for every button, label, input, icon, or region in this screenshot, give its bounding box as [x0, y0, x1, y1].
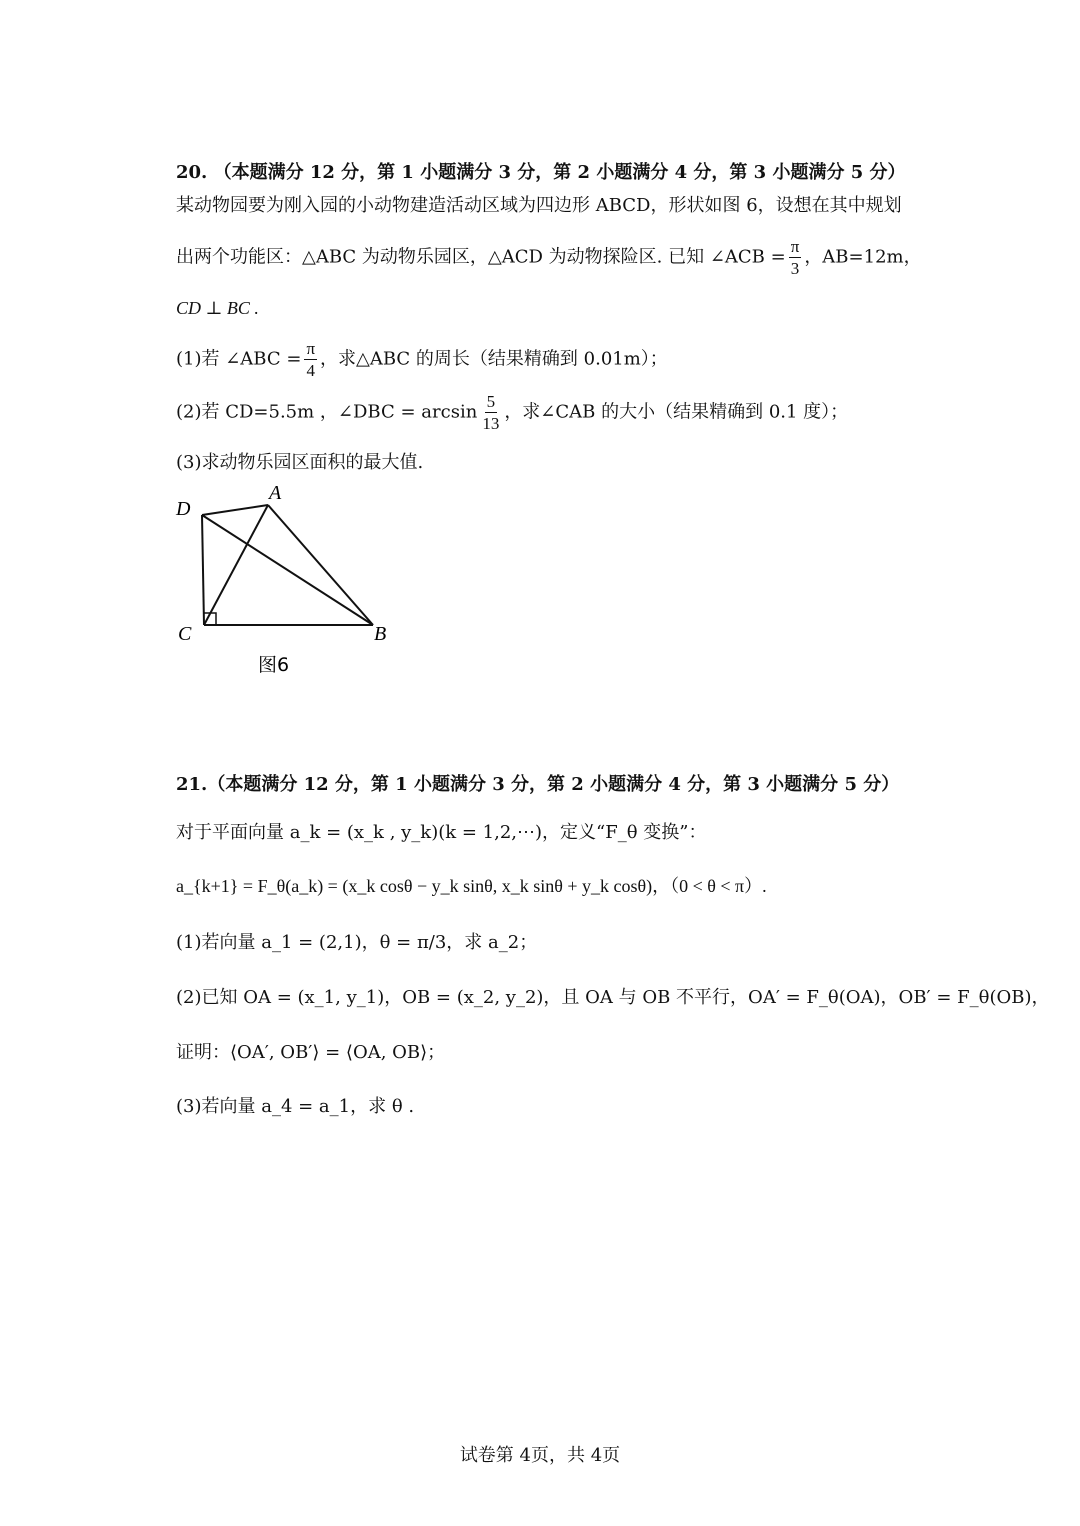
q21-header: 21.（本题满分 12 分，第 1 小题满分 3 分，第 2 小题满分 4 分，第 3 小题满分 5 分）: [176, 774, 900, 795]
fraction-5-over-13: [480, 393, 501, 432]
q21-part2-line1: (2)已知 OA = (x_1, y_1)，OB = (x_2, y_2)，且 OA 与 OB 不平行，OA′ = F_θ(OA)，OB′ = F_θ(OB)，: [176, 987, 1050, 1008]
q20-part3: (3)求动物乐园区面积的最大值.: [176, 452, 424, 473]
q21-definition: 对于平面向量 a_k = (x_k , y_k)(k = 1,2,⋯)，定义“F_θ 变换”：: [176, 822, 707, 843]
label-d: D: [176, 498, 191, 520]
figure-6: [170, 475, 410, 685]
segment-da: [202, 505, 268, 515]
quadrilateral-abcd-diagram: [170, 475, 410, 685]
q20-intro-line2-b: ，AB=12m，: [804, 246, 922, 268]
q20-intro-line2: [176, 238, 922, 277]
label-c: C: [178, 623, 192, 645]
fraction-pi-over-3: [789, 238, 802, 277]
q21-formula: a_{k+1} = F_θ(a_k) = (x_k cosθ − y_k sinθ, x_k sinθ + y_k cosθ)，（0 < θ < π）.: [176, 876, 767, 896]
q20-part2: [176, 393, 848, 432]
q20-intro-line3: CD ⊥ BC .: [176, 298, 259, 318]
q21-part1: (1)若向量 a_1 = (2,1)，θ = π/3，求 a_2；: [176, 932, 538, 953]
figure-caption: 图6: [258, 654, 290, 676]
q20-part1-a: (1)若 ∠ABC =: [176, 348, 302, 370]
fraction-pi-over-4: [304, 340, 317, 379]
page-footer: 试卷第 4页，共 4页: [459, 1445, 621, 1466]
q20-intro-line2-a: 出两个功能区：△ABC 为动物乐园区，△ACD 为动物探险区. 已知 ∠ACB =: [176, 246, 786, 268]
segment-ab: [268, 505, 373, 625]
fraction-denominator: 3: [790, 259, 800, 278]
q21-part3: (3)若向量 a_4 = a_1，求 θ .: [176, 1096, 415, 1117]
label-a: A: [269, 482, 282, 504]
fraction-numerator: 5: [486, 392, 496, 411]
q20-part2-b: ，求∠CAB 的大小（结果精确到 0.1 度）；: [504, 401, 849, 423]
q20-intro-line1: 某动物园要为刚入园的小动物建造活动区域为四边形 ABCD，形状如图 6，设想在其中规划: [176, 195, 902, 216]
q20-header: 20. （本题满分 12 分，第 1 小题满分 3 分，第 2 小题满分 4 分，第 3 小题满分 5 分）: [176, 162, 906, 183]
q21-part2-line2: 证明：⟨OA′, OB′⟩ = ⟨OA, OB⟩；: [176, 1042, 446, 1063]
q20-part1: [176, 340, 668, 379]
segment-dc: [202, 515, 204, 625]
segment-db: [202, 515, 373, 625]
fraction-denominator: 13: [482, 414, 500, 433]
fraction-numerator: π: [790, 237, 800, 256]
label-b: B: [374, 623, 387, 645]
q20-part2-a: (2)若 CD=5.5m ，∠DBC = arcsin: [176, 401, 478, 423]
fraction-numerator: π: [306, 339, 316, 358]
q20-part1-b: ，求△ABC 的周长（结果精确到 0.01m）；: [320, 348, 668, 370]
fraction-denominator: 4: [306, 361, 315, 380]
